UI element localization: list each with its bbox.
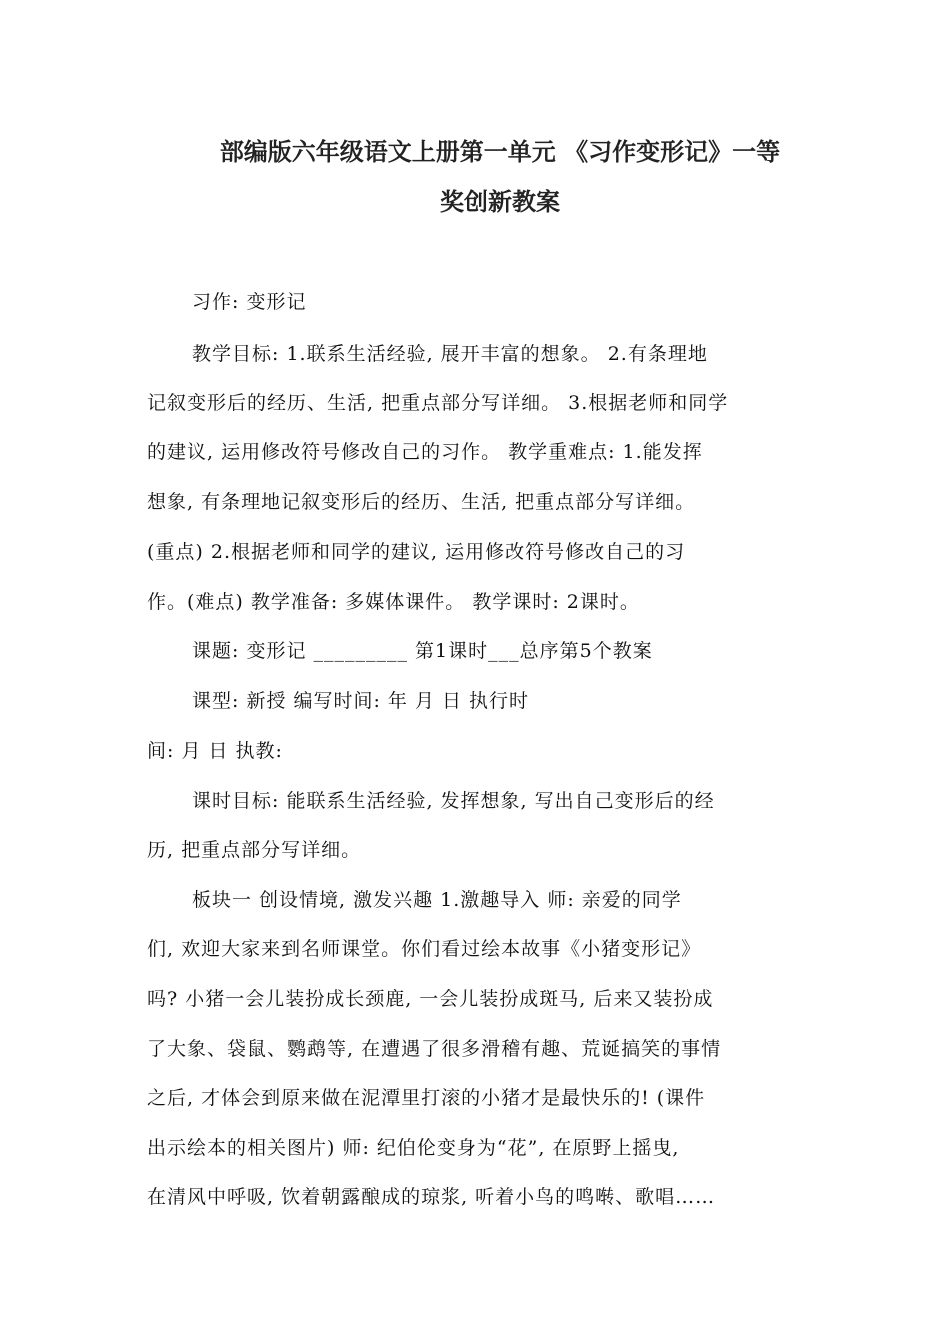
paragraph-line: 在清风中呼吸, 饮着朝露酿成的琼浆, 听着小鸟的鸣啭、歌唱…… <box>147 1186 716 1208</box>
paragraph-line: 了大象、袋鼠、鹦鹉等, 在遭遇了很多滑稽有趣、荒诞搞笑的事情 <box>147 1038 722 1060</box>
paragraph-line: 想象, 有条理地记叙变形后的经历、生活, 把重点部分写详细。 <box>147 491 696 513</box>
paragraph-line: 吗? 小猪一会儿装扮成长颈鹿, 一会儿装扮成斑马, 后来又装扮成 <box>147 988 714 1010</box>
paragraph-line: 课时目标: 能联系生活经验, 发挥想象, 写出自己变形后的经 <box>192 790 715 812</box>
paragraph-line: 习作: 变形记 <box>192 291 307 313</box>
paragraph-line: 们, 欢迎大家来到名师课堂。你们看过绘本故事《小猪变形记》 <box>147 938 702 960</box>
paragraph-line: 的建议, 运用修改符号修改自己的习作。 教学重难点: 1.能发挥 <box>147 441 703 463</box>
paragraph-line: 课型: 新授 编写时间: 年 月 日 执行时 <box>192 690 530 712</box>
paragraph-line: 记叙变形后的经历、生活, 把重点部分写详细。 3.根据老师和同学 <box>147 392 729 414</box>
paragraph-line: 历, 把重点部分写详细。 <box>147 839 362 861</box>
paragraph-line: 板块一 创设情境, 激发兴趣 1.激趣导入 师: 亲爱的同学 <box>192 889 682 911</box>
paragraph-line: 教学目标: 1.联系生活经验, 展开丰富的想象。 2.有条理地 <box>192 343 708 365</box>
paragraph-line: 出示绘本的相关图片) 师: 纪伯伦变身为“花”, 在原野上摇曳, <box>147 1137 680 1159</box>
paragraph-line: 之后, 才体会到原来做在泥潭里打滚的小猪才是最快乐的! (课件 <box>147 1087 706 1109</box>
document-title-line-1: 部编版六年级语文上册第一单元 《习作变形记》一等 <box>219 138 781 166</box>
paragraph-line: (重点) 2.根据老师和同学的建议, 运用修改符号修改自己的习 <box>147 541 686 563</box>
paragraph-line: 课题: 变形记 _________ 第1课时___总序第5个教案 <box>192 640 653 662</box>
document-title-line-2: 奖创新教案 <box>440 188 560 216</box>
paragraph-line: 作。(难点) 教学准备: 多媒体课件。 教学课时: 2课时。 <box>147 591 640 613</box>
paragraph-line: 间: 月 日 执教: <box>147 740 283 762</box>
